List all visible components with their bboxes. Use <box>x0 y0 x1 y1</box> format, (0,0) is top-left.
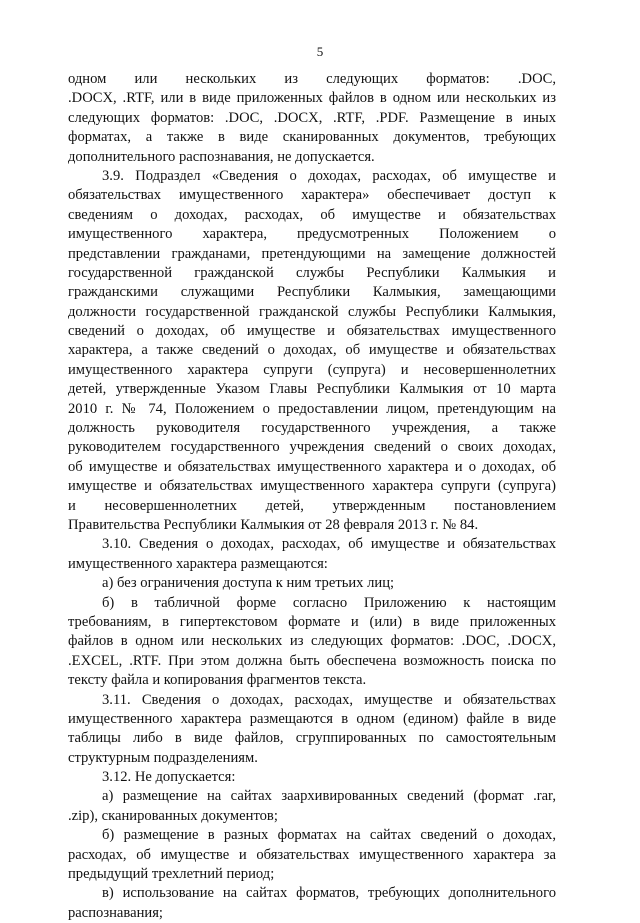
text-line: тексту файла и копирования фрагментов текста. <box>68 672 367 689</box>
text-line: а) без ограничения доступа к ним третьих лиц; <box>102 575 395 592</box>
text-line: 3.10. Сведения о доходах, расходах, об имуществе и обязательствах <box>102 536 556 553</box>
text-line: .zip), сканированных документов; <box>68 807 278 824</box>
text-line: одном или нескольких из следующих форматов: .DOC, <box>68 71 556 87</box>
text-line: и несовершеннолетних детей, утвержденным постановлением <box>68 497 556 514</box>
text-line: расходах, об имуществе и обязательствах имущественного характера за <box>68 846 556 863</box>
text-line: дополнительного распознавания, не допускается. <box>68 148 375 165</box>
text-line: имущественного характера супруги (супруга) и несовершеннолетних <box>68 361 556 378</box>
text-line: структурным подразделениям. <box>68 749 258 766</box>
text-line: должность руководителя государственного учреждения, а также <box>68 420 556 437</box>
text-line: в) использование на сайтах форматов, требующих дополнительного <box>102 885 556 902</box>
text-line: а) размещение на сайтах заархивированных сведений (формат .rar, <box>102 788 556 805</box>
text-line: Правительства Республики Калмыкия от 28 февраля 2013 г. № 84. <box>68 516 479 533</box>
text-line: имущественного характера размещаются: <box>68 555 328 572</box>
text-line: .EXCEL, .RTF. При этом должна быть обеспечена возможность поиска по <box>68 652 556 669</box>
text-line: руководителем государственного учреждения сведений о своих доходах, <box>68 439 556 456</box>
text-line: должности государственной гражданской службы Республики Калмыкия, <box>68 303 556 320</box>
text-line: имущественного характера размещаются в одном (едином) файле в виде <box>68 710 556 727</box>
text-line: распознавания; <box>68 904 163 921</box>
page-number: 5 <box>316 44 324 59</box>
text-line: требованиям, в гипертекстовом формате и (или) в виде приложенных <box>68 613 556 630</box>
text-line: б) в табличной форме согласно Приложению к настоящим <box>102 594 556 611</box>
text-line: 3.9. Подраздел «Сведения о доходах, расходах, об имуществе и <box>102 167 556 184</box>
text-line: детей, утвержденные Указом Главы Республики Калмыкия от 10 марта <box>68 381 556 398</box>
text-line: форматах, а также в виде сканированных документов, требующих <box>68 129 556 146</box>
text-line: характера, а также сведений о доходах, об имуществе и обязательствах <box>68 342 556 359</box>
text-line: обязательствах имущественного характера» обеспечивает доступ к <box>68 187 556 204</box>
text-line: б) размещение в разных форматах на сайтах сведений о доходах, <box>102 827 556 844</box>
text-line: 3.11. Сведения о доходах, расходах, имуществе и обязательствах <box>102 691 556 708</box>
text-line: имуществе и обязательствах имущественного характера супруги (супруга) <box>68 478 556 495</box>
text-line: предыдущий трехлетний период; <box>68 866 275 883</box>
text-line: сведений о доходах, об имуществе и обязательствах имущественного <box>68 323 556 340</box>
text-line: следующих форматов: .DOC, .DOCX, .RTF, .PDF. Размещение в иных <box>68 109 556 126</box>
text-line: файлов в одном или нескольких из следующих форматов: .DOC, .DOCX, <box>68 633 556 650</box>
text-line: сведениям о доходах, расходах, об имуществе и обязательствах <box>68 206 556 223</box>
document-body <box>68 70 556 923</box>
text-line: государственной гражданской службы Республики Калмыкия и <box>68 264 556 281</box>
text-line: гражданскими служащими Республики Калмыкия, замещающими <box>68 284 556 301</box>
text-line: .DOCX, .RTF, или в виде приложенных файлов в одном или нескольких из <box>68 90 556 107</box>
text-line: представлении гражданами, претендующими на замещение должностей <box>68 245 556 262</box>
text-line: 3.12. Не допускается: <box>102 769 236 786</box>
text-line: имущественного характера, предусмотренных Положением о <box>68 226 556 243</box>
text-line: об имуществе и обязательствах имущественного характера и о доходах, об <box>68 458 556 475</box>
text-line: таблицы либо в виде файлов, сгруппированных по самостоятельным <box>68 730 556 747</box>
text-line: 2010 г. № 74, Положением о предоставлении лицом, претендующим на <box>68 400 556 417</box>
